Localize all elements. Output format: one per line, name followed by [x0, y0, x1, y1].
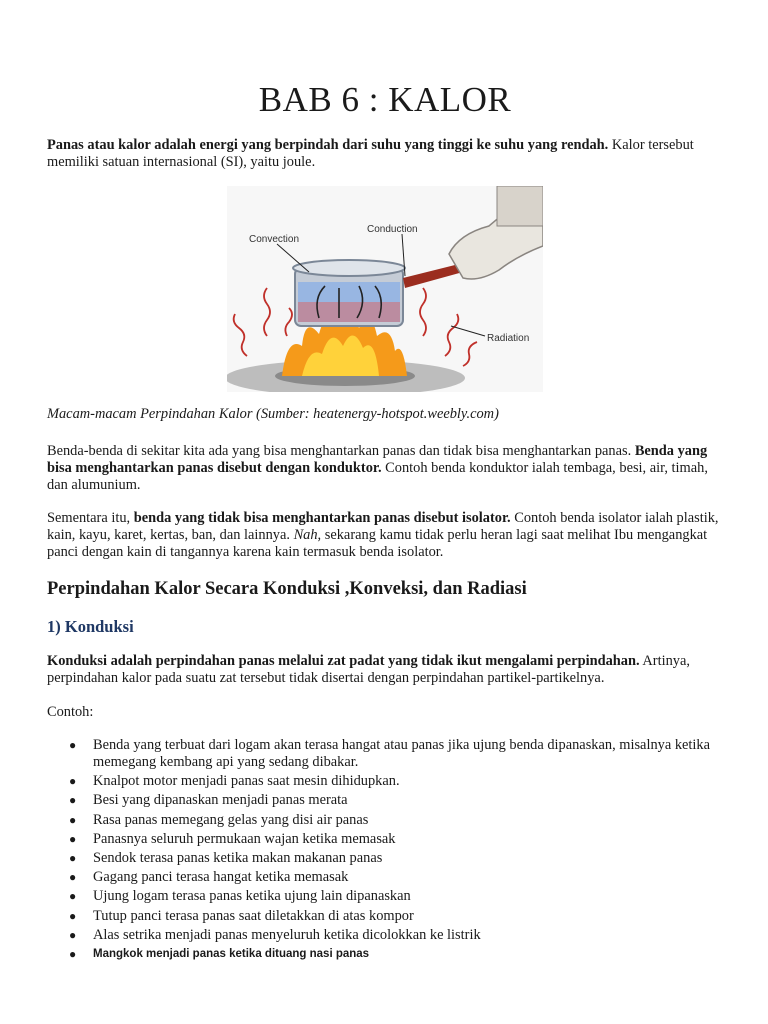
list-item: [47, 888, 723, 905]
list-item-text: Mangkok menjadi panas ketika dituang nasi panas: [93, 947, 370, 960]
isolator-plain3: sekarang kamu tidak perlu heran lagi saat melihat Ibu mengangkat panci dengan kain di tangannya karena kain termasuk benda isolator.: [47, 527, 708, 560]
list-item: [47, 927, 723, 944]
bullet-icon: ●: [69, 889, 77, 904]
label-radiation: Radiation: [487, 333, 530, 344]
bullet-icon: ●: [69, 927, 77, 942]
label-conduction: Conduction: [367, 224, 418, 235]
page-title: BAB 6 : KALOR: [258, 80, 512, 119]
konduktor-bold: Benda yang bisa menghantarkan panas disebut dengan konduktor.: [47, 443, 708, 476]
examples-list: [47, 737, 723, 965]
list-item-text: Besi yang dipanaskan menjadi panas merata: [93, 792, 348, 809]
list-item: [47, 737, 723, 771]
bullet-icon: ●: [69, 831, 77, 846]
konduktor-plain1: Benda-benda di sekitar kita ada yang bisa menghantarkan panas dan tidak bisa menghantarkan panas.: [47, 443, 635, 459]
list-item: [47, 946, 723, 963]
list-item: [47, 831, 723, 848]
list-item: [47, 812, 723, 829]
list-item: [47, 773, 723, 790]
subheading-konduksi: 1) Konduksi: [47, 617, 134, 636]
intro-rest: Kalor tersebut memiliki satuan internasional (SI), yaitu joule.: [47, 137, 694, 170]
list-item-text: Gagang panci terasa hangat ketika memasak: [93, 869, 349, 886]
bullet-icon: ●: [69, 850, 77, 865]
konduksi-bold: Konduksi adalah perpindahan panas melalui zat padat yang tidak ikut mengalami perpindahan.: [47, 653, 640, 669]
list-item-text: Alas setrika menjadi panas menyeluruh ketika dicolokkan ke listrik: [93, 926, 481, 943]
figure-caption: Macam-macam Perpindahan Kalor (Sumber: heatenergy-hotspot.weebly.com): [47, 406, 499, 422]
bullet-icon: ●: [69, 793, 77, 808]
isolator-paragraph: [47, 510, 723, 561]
list-item-text: Rasa panas memegang gelas yang disi air panas: [93, 811, 369, 828]
list-item: [47, 850, 723, 867]
list-item-text: Tutup panci terasa panas saat diletakkan di atas kompor: [93, 907, 414, 924]
label-convection: Convection: [249, 234, 300, 245]
konduksi-plain: Artinya, perpindahan kalor pada suatu zat tersebut tidak disertai dengan perpindahan partikel-partikelnya.: [47, 653, 690, 686]
list-item: [47, 869, 723, 886]
heat-transfer-illustration: [227, 186, 543, 392]
list-item: [47, 908, 723, 925]
heat-transfer-figure: [227, 186, 543, 392]
section-heading: Perpindahan Kalor Secara Konduksi ,Konveksi, dan Radiasi: [47, 579, 527, 599]
bullet-icon: ●: [69, 946, 77, 961]
list-item: [47, 792, 723, 809]
isolator-italic: Nah,: [293, 527, 322, 543]
list-item-text: Knalpot motor menjadi panas saat mesin dihidupkan.: [93, 773, 400, 790]
bullet-icon: ●: [69, 738, 77, 752]
konduktor-paragraph: [47, 443, 723, 494]
isolator-plain2: Contoh benda isolator ialah plastik, kain, kayu, karet, kertas, ban, dan lainnya.: [47, 510, 719, 543]
bullet-icon: ●: [69, 870, 77, 885]
isolator-plain1: Sementara itu,: [47, 510, 134, 526]
bullet-icon: ●: [69, 908, 77, 923]
list-item-text: Ujung logam terasa panas ketika ujung lain dipanaskan: [93, 888, 411, 905]
konduksi-paragraph: [47, 653, 723, 687]
intro-bold: Panas atau kalor adalah energi yang berpindah dari suhu yang tinggi ke suhu yang rendah.: [47, 137, 609, 153]
list-item-text: Panasnya seluruh permukaan wajan ketika memasak: [93, 830, 396, 847]
bullet-icon: ●: [69, 812, 77, 827]
contoh-label: Contoh:: [47, 704, 94, 720]
isolator-bold: benda yang tidak bisa menghantarkan panas disebut isolator.: [133, 510, 511, 526]
list-item-text: Benda yang terbuat dari logam akan terasa hangat atau panas jika ujung benda dipanaskan, misalnya ketika memegang kembang api yang sedang dibakar.: [93, 737, 710, 770]
intro-paragraph: [47, 137, 723, 171]
konduktor-plain2: Contoh benda konduktor ialah tembaga, besi, air, timah, dan alumunium.: [47, 460, 708, 493]
bullet-icon: ●: [69, 774, 77, 789]
list-item-text: Sendok terasa panas ketika makan makanan panas: [93, 849, 383, 866]
